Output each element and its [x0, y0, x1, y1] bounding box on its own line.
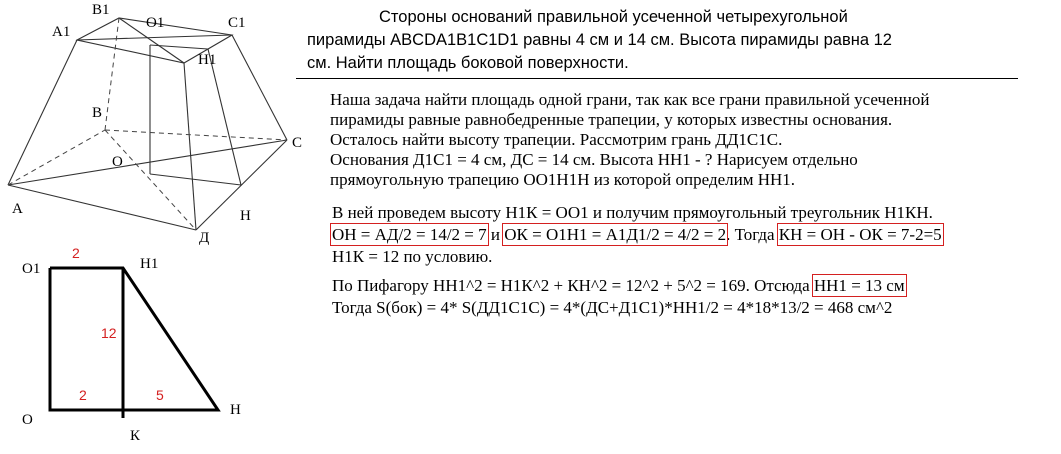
solution-line-9: [332, 275, 905, 297]
label-H1: H1: [198, 52, 217, 68]
equation-OH: ОН = АД/2 = 14/2 = 7: [332, 225, 487, 244]
trap-value-top: 2: [72, 245, 80, 261]
solution-line-2: пирамиды равные равнобедренные трапеции, у которых известны основания.: [330, 110, 893, 129]
edge-CC1: [232, 35, 287, 140]
edge-DD1: [184, 63, 196, 230]
trap-label-H1: H1: [140, 256, 159, 272]
label-H: H: [240, 208, 251, 224]
apothem-HH1: [208, 49, 241, 185]
solution-line-10: Тогда S(бок) = 4* S(ДД1С1С) = 4*(ДС+Д1С1)*НН1/2 = 4*18*13/2 = 468 см^2: [332, 298, 893, 317]
solution-line-1: Наша задача найти площадь одной грани, так как все грани правильной усеченной: [330, 90, 930, 109]
pythagoras-text: По Пифагору НН1^2 = Н1К^2 + КН^2 = 12^2 + 5^2 = 169. Отсюда: [332, 276, 810, 295]
trap-value-height: 12: [101, 325, 117, 341]
solution-line-3: Осталось найти высоту трапеции. Рассмотрим грань ДД1С1С.: [330, 130, 783, 149]
trap-label-O: O: [22, 412, 33, 428]
edge-AD: [8, 185, 196, 230]
trapezoid-drawing: [50, 268, 218, 418]
trap-label-K: К: [130, 428, 141, 444]
solution-result: [332, 275, 905, 319]
solution-line-8: Н1К = 12 по условию.: [332, 247, 493, 266]
label-B1: B1: [92, 2, 110, 18]
trap-label-O1: O1: [22, 261, 41, 277]
frustum-hidden: [8, 18, 287, 230]
problem-line-3: см. Найти площадь боковой поверхности.: [307, 54, 629, 72]
segment-OH: [150, 174, 241, 185]
label-A: A: [12, 201, 23, 217]
diag-AC: [8, 140, 287, 185]
edge-AA1: [8, 40, 77, 185]
solution-line-7: [332, 224, 942, 246]
solution-line-6: В ней проведем высоту Н1К = ОО1 и получим прямоугольный треугольник Н1КН.: [332, 203, 933, 222]
trap-value-bottom-left: 2: [79, 387, 87, 403]
label-C: C: [292, 135, 303, 151]
label-A1: A1: [52, 24, 71, 40]
label-O1: O1: [146, 15, 165, 31]
frustum-drawing: [8, 18, 287, 230]
solution-derivation: [332, 202, 942, 268]
trap-label-H: H: [230, 402, 241, 418]
problem-line-2: пирамиды ABCDA1B1C1D1 равны 4 см и 14 см. Высота пирамиды равна 12: [307, 31, 892, 49]
word-and: и: [490, 225, 500, 244]
solution-intro: [330, 90, 929, 190]
solution-line-5: прямоугольную трапецию ОО1Н1Н из которой определим НН1.: [330, 170, 796, 189]
solution-line-4: Основания Д1С1 = 4 см, ДС = 14 см. Высота НН1 - ? Нарисуем отдельно: [330, 150, 858, 169]
divider: [296, 78, 1018, 79]
trap-value-bottom-right: 5: [156, 387, 164, 403]
problem-line-1: Стороны оснований правильной усеченной четырехугольной: [379, 8, 848, 26]
label-C1: C1: [228, 15, 246, 31]
word-then: . Тогда: [726, 225, 775, 244]
label-O: O: [112, 154, 123, 170]
problem-statement: [307, 6, 947, 75]
label-D: Д: [199, 230, 210, 246]
geometry-figures: [0, 0, 303, 454]
equation-KH: КН = ОН - ОК = 7-2=5: [778, 225, 942, 244]
equation-HH1: НН1 = 13 см: [813, 276, 905, 295]
label-B: B: [92, 105, 103, 121]
equation-OK: ОК = О1Н1 = А1Д1/2 = 4/2 = 2: [504, 225, 727, 244]
